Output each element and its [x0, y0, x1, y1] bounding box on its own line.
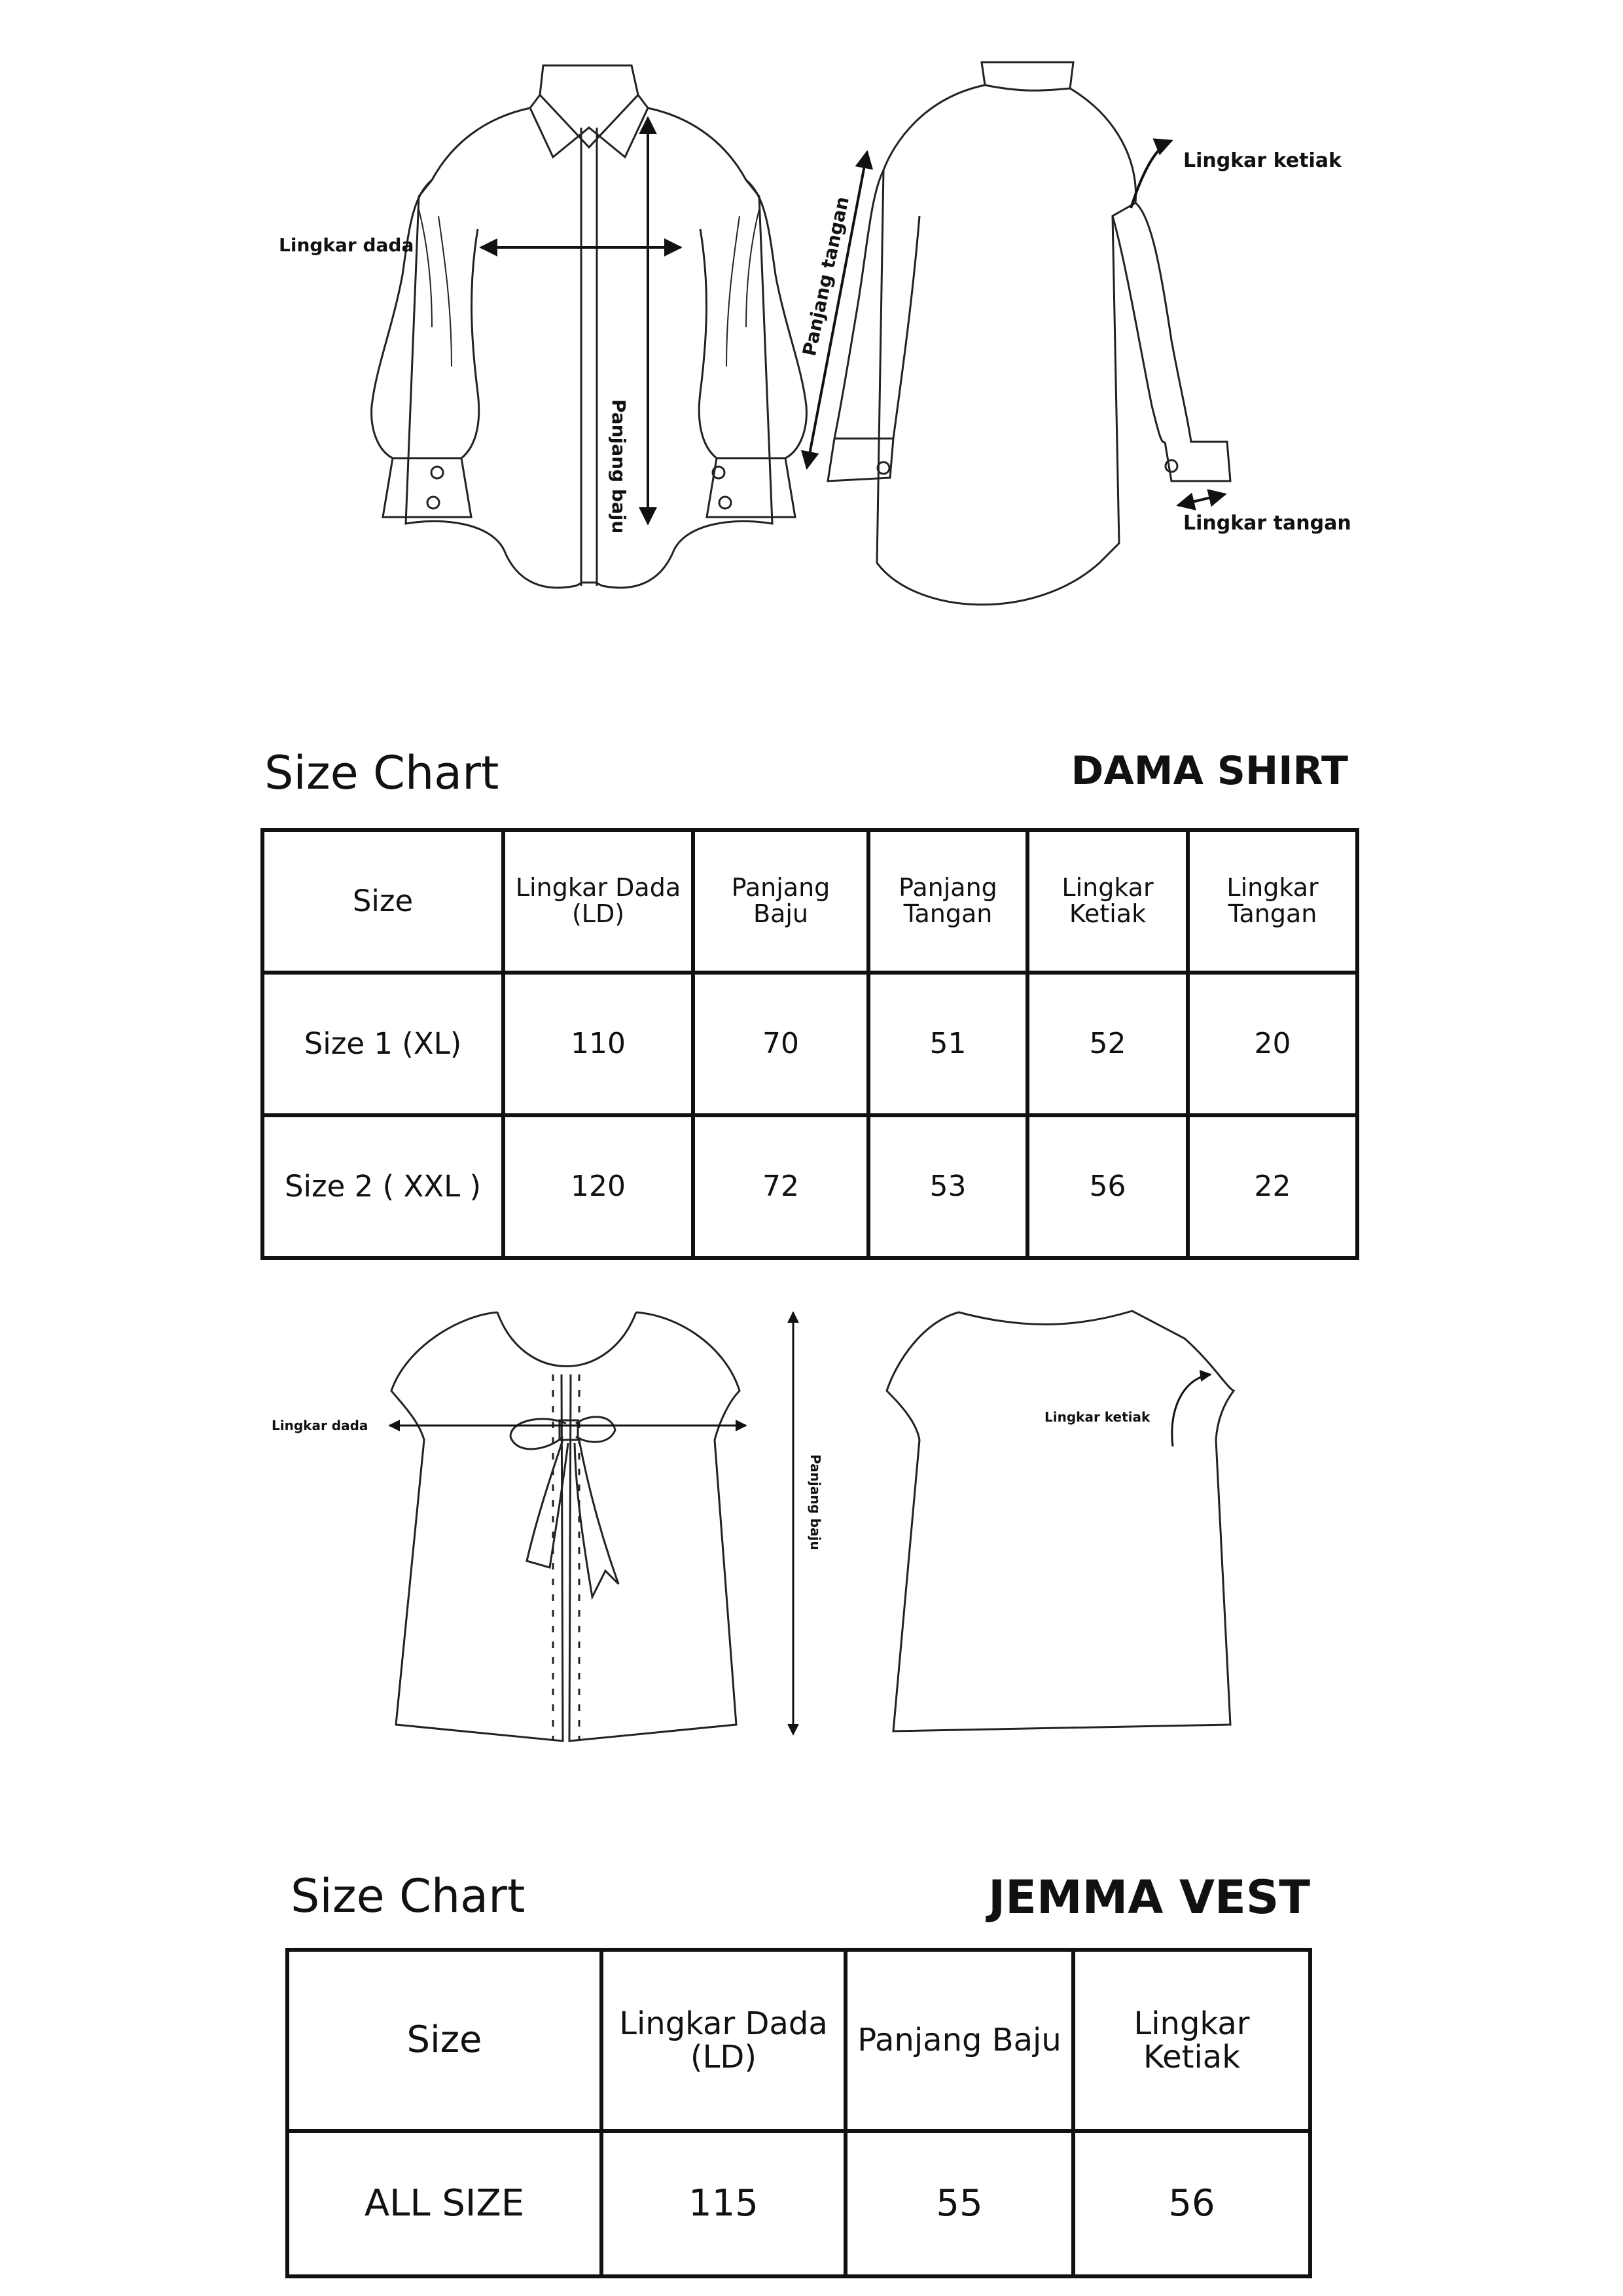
header-cell-chest: Lingkar Dada (LD) — [503, 830, 693, 973]
value-cell: 110 — [503, 973, 693, 1115]
header-cell-body-length: Panjang Baju — [693, 830, 868, 973]
shirt-front-drawing — [372, 65, 807, 588]
vest-back-armhole-label: Lingkar ketiak — [1044, 1409, 1150, 1425]
header-cell-sleeve-circ: Lingkar Tangan — [1188, 830, 1357, 973]
table-header-row — [287, 1950, 1310, 2131]
size-cell: ALL SIZE — [287, 2131, 601, 2276]
table-header-row — [262, 830, 1357, 973]
vest-product-name: JEMMA VEST — [988, 1871, 1310, 1924]
shirt-back-drawing — [828, 62, 1230, 605]
value-cell: 120 — [503, 1115, 693, 1258]
vest-chart-title: Size Chart — [291, 1869, 526, 1923]
value-cell: 56 — [1027, 1115, 1188, 1258]
vest-front-length-label: Panjang baju — [808, 1454, 823, 1551]
vest-front-chest-label: Lingkar dada — [272, 1418, 368, 1433]
shirt-size-table — [260, 828, 1359, 1260]
value-cell: 51 — [868, 973, 1027, 1115]
shirt-back-sleeve-length-label: Panjang tangan — [798, 194, 853, 358]
header-cell-armhole: Lingkar Ketiak — [1027, 830, 1188, 973]
value-cell: 72 — [693, 1115, 868, 1258]
value-cell: 70 — [693, 973, 868, 1115]
shirt-front-chest-label: Lingkar dada — [279, 234, 414, 256]
shirt-back-sleeve-circ-label: Lingkar tangan — [1183, 512, 1351, 535]
header-cell-sleeve-length: Panjang Tangan — [868, 830, 1027, 973]
size-cell: Size 2 ( XXL ) — [262, 1115, 503, 1258]
header-cell-size: Size — [262, 830, 503, 973]
header-cell-chest: Lingkar Dada (LD) — [601, 1950, 846, 2131]
shirt-front-length-label: Panjang baju — [608, 399, 630, 534]
vest-size-table — [285, 1948, 1312, 2278]
shirt-back-armhole-label: Lingkar ketiak — [1183, 149, 1342, 172]
value-cell: 53 — [868, 1115, 1027, 1258]
vest-front-arrows — [389, 1312, 793, 1734]
vest-front-drawing — [391, 1312, 740, 1741]
table-row — [287, 2131, 1310, 2276]
shirt-back-arrows — [807, 141, 1225, 505]
value-cell: 22 — [1188, 1115, 1357, 1258]
size-cell: Size 1 (XL) — [262, 973, 503, 1115]
value-cell: 55 — [846, 2131, 1073, 2276]
value-cell: 56 — [1073, 2131, 1310, 2276]
shirt-chart-title: Size Chart — [264, 746, 499, 800]
table-row — [262, 1115, 1357, 1258]
value-cell: 52 — [1027, 973, 1188, 1115]
value-cell: 115 — [601, 2131, 846, 2276]
table-row — [262, 973, 1357, 1115]
vest-back-drawing — [887, 1311, 1234, 1731]
value-cell: 20 — [1188, 973, 1357, 1115]
header-cell-armhole: Lingkar Ketiak — [1073, 1950, 1310, 2131]
shirt-product-name: DAMA SHIRT — [1071, 748, 1348, 794]
vest-back-arrow — [1172, 1374, 1211, 1446]
header-cell-size: Size — [287, 1950, 601, 2131]
header-cell-body-length: Panjang Baju — [846, 1950, 1073, 2131]
